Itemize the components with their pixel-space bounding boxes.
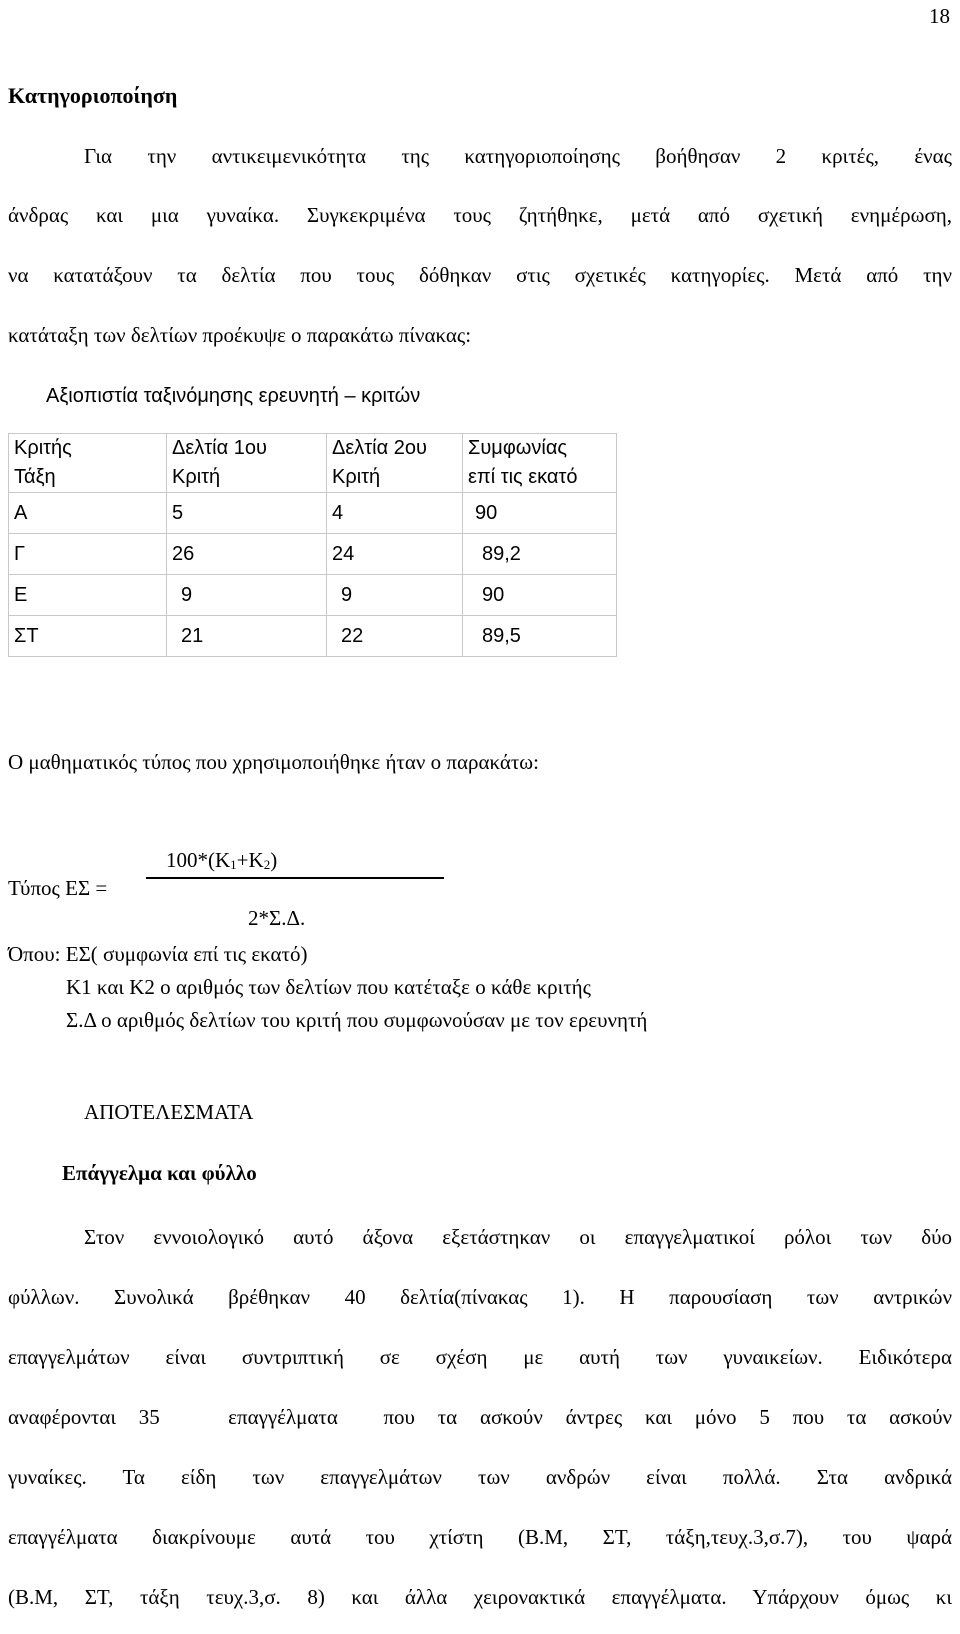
- header-cell-tickets-1: [167, 434, 327, 493]
- header-cell-agreement: [463, 434, 617, 493]
- header-text: Κριτής: [14, 437, 72, 459]
- table-cell: 90: [463, 575, 617, 616]
- agreement-table: [8, 433, 617, 657]
- table-cell: 21: [167, 616, 327, 657]
- header-cell-tickets-2: [327, 434, 463, 493]
- intro-line: κατάταξη των δελτίων προέκυψε ο παρακάτω πίνακας:: [8, 323, 472, 347]
- table-cell: 89,5: [463, 616, 617, 657]
- table-caption: Αξιοπιστία ταξινόμησης ερευνητή – κριτών: [46, 385, 421, 407]
- header-text: Κριτή: [332, 466, 381, 488]
- fraction-bar: [146, 877, 444, 879]
- table-header-row: [9, 434, 617, 493]
- subscript-1: 1: [230, 857, 237, 872]
- header-text: Δελτία 2ου: [332, 437, 427, 459]
- table-cell: 22: [327, 616, 463, 657]
- table-cell: Ε: [9, 575, 167, 616]
- header-text: Δελτία 1ου: [172, 437, 267, 459]
- body-line: επαγγελμάτων είναι συντριπτική σε σχέση με αυτή των γυναικείων. Ειδικότερα: [8, 1345, 952, 1369]
- formula-intro: Ο μαθηματικός τύπος που χρησιμοποιήθηκε ήταν ο παρακάτω:: [8, 750, 539, 774]
- table-cell: 5: [167, 493, 327, 534]
- header-text: επί τις εκατό: [468, 466, 578, 488]
- body-line: Στον εννοιολογικό αυτό άξονα εξετάστηκαν οι επαγγελματικοί ρόλοι των δύο: [84, 1225, 952, 1249]
- page-number: 18: [929, 4, 950, 28]
- table-row: [9, 575, 617, 616]
- subscript-2: 2: [263, 857, 271, 872]
- formula-denominator: 2*Σ.Δ.: [248, 906, 306, 930]
- table-cell: 90: [463, 493, 617, 534]
- header-text: Συμφωνίας: [468, 437, 568, 459]
- table-cell: 9: [327, 575, 463, 616]
- subheading: Επάγγελμα και φύλλο: [62, 1161, 257, 1185]
- table-cell: Γ: [9, 534, 167, 575]
- table-row: [9, 534, 617, 575]
- where-line: Κ1 και Κ2 ο αριθμός των δελτίων που κατέταξε ο κάθε κριτής: [66, 975, 591, 999]
- intro-line: Για την αντικειμενικότητα της κατηγοριοποίησης βοήθησαν 2 κριτές, ένας: [84, 144, 952, 168]
- table-cell: Α: [9, 493, 167, 534]
- formula-label: Τύπος ΕΣ =: [8, 876, 108, 900]
- table-cell: ΣΤ: [9, 616, 167, 657]
- table-cell: 24: [327, 534, 463, 575]
- body-line: φύλλων. Συνολικά βρέθηκαν 40 δελτία(πίνακας 1). Η παρουσίαση των αντρικών: [8, 1285, 952, 1309]
- formula-numerator: [166, 848, 277, 873]
- body-line: (Β.Μ, ΣΤ, τάξη τευχ.3,σ. 8) και άλλα χειρονακτικά επαγγέλματα. Υπάρχουν όμως κι: [8, 1585, 952, 1609]
- table-cell: 89,2: [463, 534, 617, 575]
- intro-line: να κατατάξουν τα δελτία που τους δόθηκαν στις σχετικές κατηγορίες. Μετά από την: [8, 263, 952, 287]
- numerator-text: +K: [236, 848, 264, 872]
- section-heading: Κατηγοριοποίηση: [8, 83, 178, 108]
- where-line: Όπου: ΕΣ( συμφωνία επί τις εκατό): [8, 942, 308, 966]
- body-line: επαγγέλματα διακρίνουμε αυτά του χτίστη (Β.Μ, ΣΤ, τάξη,τευχ.3,σ.7), του ψαρά: [8, 1525, 952, 1549]
- table-row: [9, 493, 617, 534]
- header-text: Κριτή: [172, 466, 221, 488]
- numerator-text: ): [270, 848, 278, 872]
- numerator-text: 100*(K: [166, 848, 231, 872]
- body-line: γυναίκες. Τα είδη των επαγγελμάτων των ανδρών είναι πολλά. Στα ανδρικά: [8, 1465, 952, 1489]
- table-row: [9, 616, 617, 657]
- header-cell-judge: [9, 434, 167, 493]
- table-cell: 9: [167, 575, 327, 616]
- body-line: αναφέρονται 35 επαγγέλματα που τα ασκούν άντρες και μόνο 5 που τα ασκούν: [8, 1405, 952, 1429]
- results-heading: ΑΠΟΤΕΛΕΣΜΑΤΑ: [84, 1100, 254, 1124]
- intro-line: άνδρας και μια γυναίκα. Συγκεκριμένα τους ζητήθηκε, μετά από σχετική ενημέρωση,: [8, 203, 952, 227]
- table-cell: 4: [327, 493, 463, 534]
- where-line: Σ.Δ ο αριθμός δελτίων του κριτή που συμφωνούσαν με τον ερευνητή: [66, 1008, 648, 1032]
- table-cell: 26: [167, 534, 327, 575]
- header-text: Τάξη: [14, 466, 56, 488]
